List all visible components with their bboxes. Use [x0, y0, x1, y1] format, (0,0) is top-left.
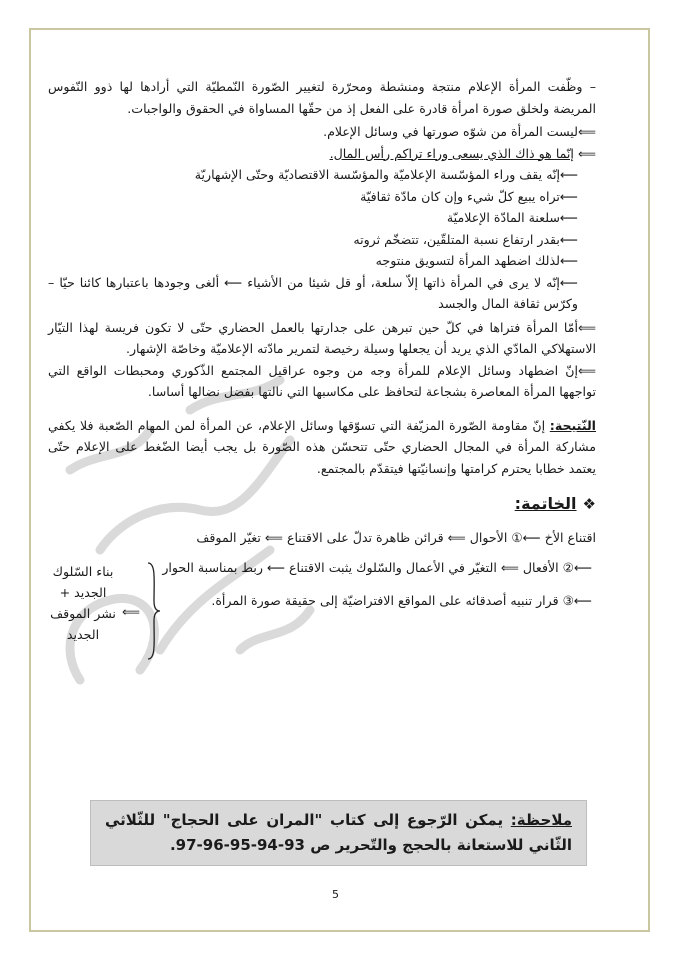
page-number: 5 [332, 888, 339, 901]
underlined-claim: إنّما هو ذاك الذي يسعى وراء تراكم رأس المال. [329, 145, 574, 161]
result-paragraph [48, 415, 596, 480]
note-label: ملاحظة: [510, 811, 572, 829]
sub-item: ⟵إنّه يقف وراء المؤسّسة الإعلاميّة والمؤسّسة الاقتصاديّة وحتّى الإشهاريّة [194, 167, 578, 182]
result-text: إنّ مقاومة الصّورة المزيّفة التي تسوّقها وسائل الإعلام، عن المرأة لمن المهام الصّعبة فلا يكفي مشاركة المرأة في المجال الحضاري حتّى تتحسّن هذه الصّورة بل يجب أيضا الضّغط على الإعلام حتّى يعتمد خطابا يحترم كرامتها وإنسانيّتها فيتقدّم بالمجتمع. [48, 417, 596, 476]
implies-arrow: ⟸ [573, 145, 596, 161]
paragraph-not-woman: ⟸ليست المرأة من شوّه صورتها في وسائل الإعلام. [323, 124, 596, 139]
conclusion-diagram [48, 557, 596, 645]
sub-item: ⟵إنّه لا يرى في المرأة ذاتها إلاّ سلعة، أو قل شيئا من الأشياء ⟵ ألغى وجودها باعتبارها كائنا حيّا – وكرّس ثقافة المال والجسد [48, 274, 578, 311]
paragraph-oppression: ⟸إنّ اضطهاد وسائل الإعلام للمرأة وجه من وجوه عراقيل المجتمع الذّكوري ومحبطات الواقع التي تواجهها المرأة المعاصرة بشجاعة لتحافظ على مكاسبها التي نالتها بفضل نضالها أساسا. [48, 362, 596, 399]
implies-arrow-icon: ⟸ [121, 603, 141, 619]
diamond-icon: ❖ [582, 495, 596, 513]
sub-item: ⟵سلعنة المادّة الإعلاميّة [446, 210, 578, 225]
note-box [90, 800, 587, 866]
conclusion-left-label: بناء السّلوك الجديد + نشر الموقف الجديد [50, 563, 116, 642]
sub-item: ⟵بقدر ارتفاع نسبة المتلقّين، تتضخّم ثروته [353, 231, 578, 247]
paragraph-woman-proves: ⟸أمّا المرأة فتراها في كلّ حين تبرهن على جدارتها بالعمل الحضاري حتّى لا تكون فريسة لهذا التيّار الاستهلاكي المادّي الذي يريد أن يجعلها وسيلة رخيصة لتمرير مادّته الإعلاميّة وخاصّة الإشهار. [48, 319, 596, 356]
conclusion-heading [48, 491, 596, 517]
note-text: يمكن الرّجوع إلى كتاب "المران على الحجاج" للثّلاثي الثّاني للاستعانة بالحجج والتّحرير ص 93-94-95-96-97. [105, 811, 572, 854]
conclusion-item-2: ⟵② الأفعال ⟸ التغيّر في الأعمال والسّلوك يثبت الاقتناع ⟵ ربط بمناسبة الحوار [162, 559, 592, 575]
sub-item: ⟵لذلك اضطهد المرأة لتسويق منتوجه [375, 253, 578, 268]
page-content [48, 76, 596, 645]
sub-item: ⟵تراه يبيع كلّ شيء وإن كان مادّة ثقافيّة [360, 188, 578, 204]
paragraph-capital [48, 143, 596, 165]
conclusion-title: الخاتمة: [514, 494, 577, 513]
result-label: النّتيجة: [549, 417, 596, 433]
conclusion-line-1: اقتناع الأخ ⟵① الأحوال ⟸ قرائن ظاهرة تدلّ على الاقتناع ⟸ تغيّر الموقف [196, 530, 596, 545]
paragraph-women-media: – وظّفت المرأة الإعلام منتجة ومنشطة ومحرّرة لتغيير الصّورة النّمطيّة التي أرادها لها ذوو النّفوس المريضة ولخلق صورة امرأة قادرة على الفعل إذ من حقّها المساواة في الحقوق والواجبات. [48, 79, 596, 116]
brace-icon [144, 557, 162, 645]
conclusion-item-3: ⟵③ قرار تنبيه أصدقائه على المواقع الافتراضيّة إلى حقيقة صورة المرأة. [211, 593, 592, 608]
conclusion-items [162, 557, 596, 645]
